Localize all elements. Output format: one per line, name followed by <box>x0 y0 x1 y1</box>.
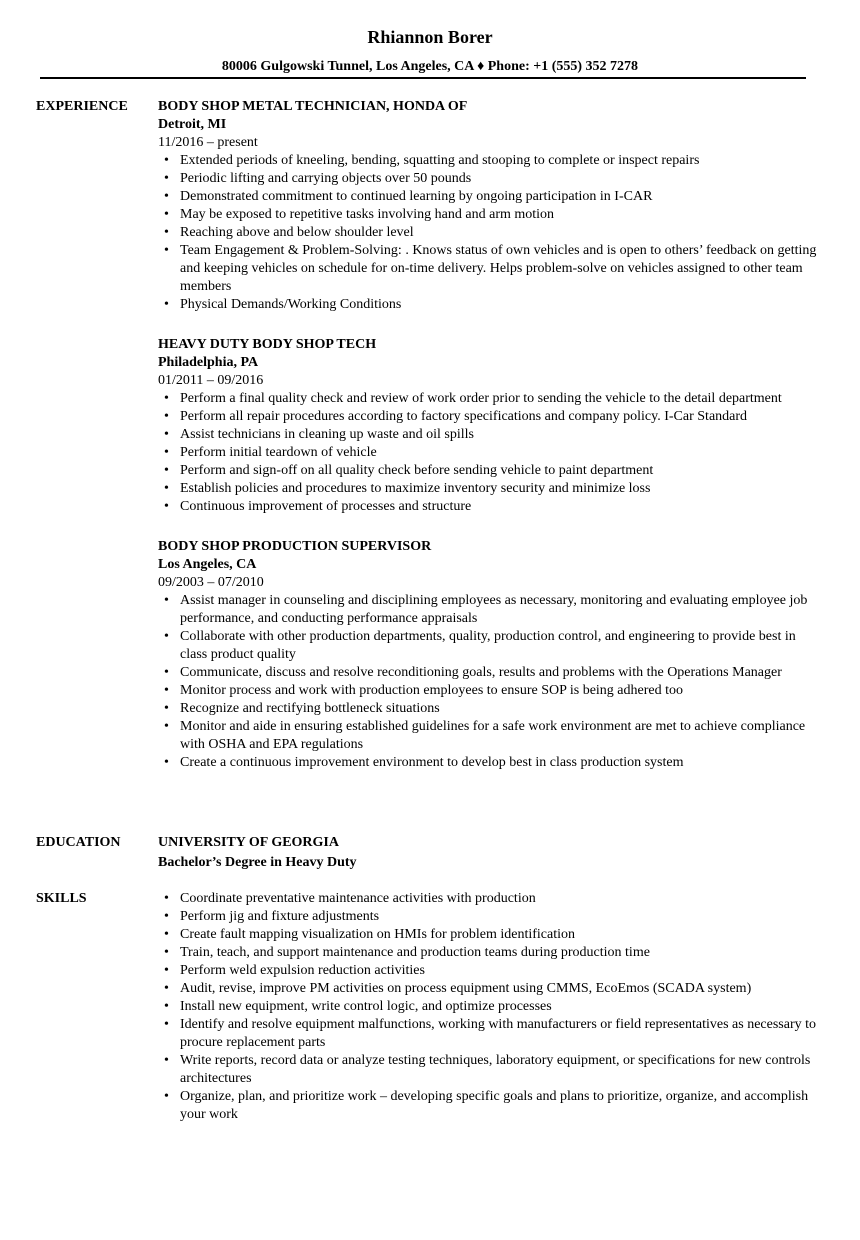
skill-item: • Audit, revise, improve PM activities on process equipment using CMMS, EcoEmos (SCADA system) <box>180 980 818 998</box>
bullet-item: • Create a continuous improvement environment to develop best in class production system <box>180 754 818 772</box>
job-bullets <box>158 390 818 516</box>
bullet-item: • May be exposed to repetitive tasks involving hand and arm motion <box>180 206 818 224</box>
skill-item: • Perform weld expulsion reduction activities <box>180 962 818 980</box>
skills-body <box>158 890 818 1124</box>
job-title: BODY SHOP METAL TECHNICIAN, HONDA OF <box>158 99 468 114</box>
bullet-item: • Monitor process and work with production employees to ensure SOP is being adhered too <box>180 682 818 700</box>
bullet-item: • Reaching above and below shoulder level <box>180 224 818 242</box>
header-divider <box>40 77 806 79</box>
degree: Bachelor’s Degree in Heavy Duty <box>158 855 357 870</box>
bullet-item: • Perform and sign-off on all quality check before sending vehicle to paint department <box>180 462 818 480</box>
job-dates: 11/2016 – present <box>158 135 258 150</box>
job-dates: 01/2011 – 09/2016 <box>158 373 264 388</box>
skills-list <box>158 890 818 1124</box>
job-bullets <box>158 152 818 314</box>
job-title: BODY SHOP PRODUCTION SUPERVISOR <box>158 539 432 554</box>
bullet-item: • Team Engagement & Problem-Solving: . Knows status of own vehicles and is open to others’ feedback on getting and keeping vehicles on schedule for on-time delivery. Helps problem-solve on vehicles assigned to other team members <box>180 242 818 296</box>
job-location: Detroit, MI <box>158 117 227 132</box>
job-title: HEAVY DUTY BODY SHOP TECH <box>158 337 377 352</box>
bullet-item: • Collaborate with other production departments, quality, production control, and engineering to provide best in class product quality <box>180 628 818 664</box>
contact-line: 80006 Gulgowski Tunnel, Los Angeles, CA ♦ Phone: +1 (555) 352 7278 <box>221 59 639 74</box>
experience-body <box>158 98 818 794</box>
bullet-item: • Continuous improvement of processes and structure <box>180 498 818 516</box>
bullet-item: • Communicate, discuss and resolve reconditioning goals, results and problems with the Operations Manager <box>180 664 818 682</box>
job-bullets <box>158 592 818 772</box>
skill-item: • Perform jig and fixture adjustments <box>180 908 818 926</box>
job-location: Los Angeles, CA <box>158 557 257 572</box>
job-entry <box>158 336 818 516</box>
school-name: UNIVERSITY OF GEORGIA <box>158 835 339 850</box>
bullet-item: • Establish policies and procedures to maximize inventory security and minimize loss <box>180 480 818 498</box>
job-dates: 09/2003 – 07/2010 <box>158 575 264 590</box>
candidate-name: Rhiannon Borer <box>367 27 493 47</box>
skill-item: • Train, teach, and support maintenance and production teams during production time <box>180 944 818 962</box>
skill-item: • Coordinate preventative maintenance activities with production <box>180 890 818 908</box>
bullet-item: • Perform initial teardown of vehicle <box>180 444 818 462</box>
bullet-item: • Recognize and rectifying bottleneck situations <box>180 700 818 718</box>
job-location: Philadelphia, PA <box>158 355 259 370</box>
bullet-item: • Physical Demands/Working Conditions <box>180 296 818 314</box>
skill-item: • Identify and resolve equipment malfunctions, working with manufacturers or field representatives as necessary to procure replacement parts <box>180 1016 818 1052</box>
bullet-item: • Perform a final quality check and review of work order prior to sending the vehicle to the detail department <box>180 390 818 408</box>
bullet-item: • Perform all repair procedures according to factory specifications and company policy. I-Car Standard <box>180 408 818 426</box>
skill-item: • Install new equipment, write control logic, and optimize processes <box>180 998 818 1016</box>
section-label-skills: SKILLS <box>36 891 87 906</box>
bullet-item: • Periodic lifting and carrying objects over 50 pounds <box>180 170 818 188</box>
job-entry <box>158 538 818 772</box>
job-entry <box>158 98 818 314</box>
bullet-item: • Demonstrated commitment to continued learning by ongoing participation in I-CAR <box>180 188 818 206</box>
education-body <box>158 834 818 872</box>
bullet-item: • Assist manager in counseling and disciplining employees as necessary, monitoring and evaluating employee job performance, and conducting performance appraisals <box>180 592 818 628</box>
bullet-item: • Extended periods of kneeling, bending, squatting and stooping to complete or inspect repairs <box>180 152 818 170</box>
section-label-experience: EXPERIENCE <box>36 99 128 114</box>
bullet-item: • Monitor and aide in ensuring established guidelines for a safe work environment are met to achieve compliance with OSHA and EPA regulations <box>180 718 818 754</box>
section-label-education: EDUCATION <box>36 835 121 850</box>
bullet-item: • Assist technicians in cleaning up waste and oil spills <box>180 426 818 444</box>
skill-item: • Write reports, record data or analyze testing techniques, laboratory equipment, or specifications for new controls architectures <box>180 1052 818 1088</box>
skill-item: • Create fault mapping visualization on HMIs for problem identification <box>180 926 818 944</box>
skill-item: • Organize, plan, and prioritize work – developing specific goals and plans to prioritize, organize, and accomplish your work <box>180 1088 818 1124</box>
